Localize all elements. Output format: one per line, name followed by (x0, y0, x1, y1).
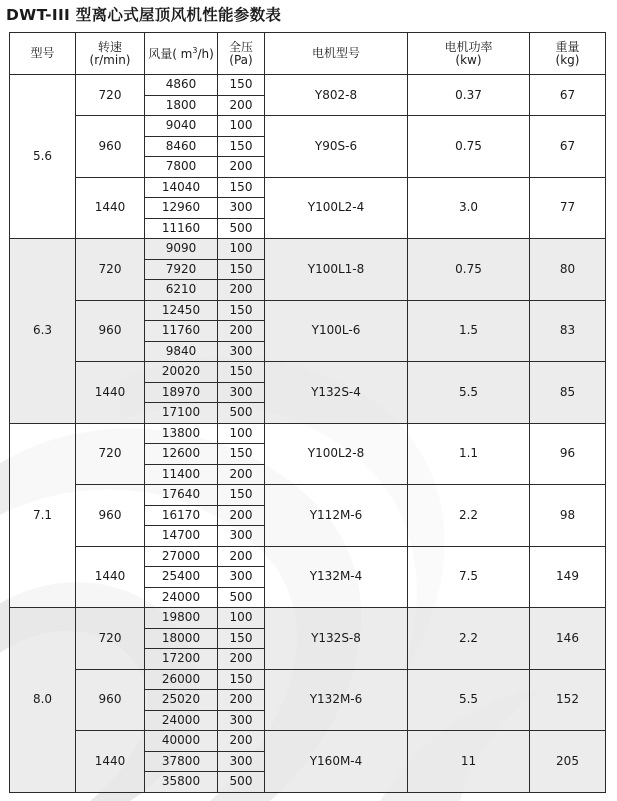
cell-flow: 7920 (145, 259, 218, 280)
cell-weight: 67 (530, 116, 606, 178)
cell-motor: Y132M-6 (265, 669, 408, 731)
table-row (10, 731, 606, 752)
cell-pressure: 300 (218, 198, 265, 219)
cell-flow: 17640 (145, 485, 218, 506)
cell-pressure: 100 (218, 608, 265, 629)
cell-motor: Y132S-4 (265, 362, 408, 424)
header-model: 型号 (10, 33, 76, 75)
cell-weight: 67 (530, 75, 606, 116)
cell-speed: 960 (76, 116, 145, 178)
cell-pressure: 150 (218, 444, 265, 465)
performance-table (9, 32, 606, 793)
cell-flow: 11400 (145, 464, 218, 485)
page-title: DWT-III 型离心式屋顶风机性能参数表 (6, 6, 282, 24)
cell-flow: 13800 (145, 423, 218, 444)
cell-pressure: 300 (218, 567, 265, 588)
cell-weight: 96 (530, 423, 606, 485)
cell-pressure: 200 (218, 690, 265, 711)
cell-pressure: 500 (218, 218, 265, 239)
table-row (10, 362, 606, 383)
cell-pressure: 100 (218, 239, 265, 260)
header-row (10, 33, 606, 75)
cell-power: 2.2 (408, 608, 530, 670)
cell-flow: 24000 (145, 587, 218, 608)
cell-pressure: 150 (218, 485, 265, 506)
cell-motor: Y112M-6 (265, 485, 408, 547)
header-flow: 风量( $m^3/h$) (145, 33, 218, 75)
cell-pressure: 200 (218, 731, 265, 752)
cell-flow: 9090 (145, 239, 218, 260)
cell-pressure: 300 (218, 526, 265, 547)
header-motor: 电机型号 (265, 33, 408, 75)
cell-power: 0.75 (408, 239, 530, 301)
cell-motor: Y100L1-8 (265, 239, 408, 301)
cell-power: 0.75 (408, 116, 530, 178)
cell-flow: 11760 (145, 321, 218, 342)
cell-motor: Y132M-4 (265, 546, 408, 608)
cell-pressure: 200 (218, 505, 265, 526)
cell-speed: 1440 (76, 177, 145, 239)
cell-weight: 83 (530, 300, 606, 362)
table-row (10, 608, 606, 629)
cell-motor: Y100L2-8 (265, 423, 408, 485)
cell-pressure: 200 (218, 649, 265, 670)
cell-flow: 16170 (145, 505, 218, 526)
cell-model: 5.6 (10, 75, 76, 239)
cell-power: 5.5 (408, 362, 530, 424)
cell-pressure: 500 (218, 587, 265, 608)
cell-pressure: 500 (218, 403, 265, 424)
cell-flow: 12600 (145, 444, 218, 465)
cell-pressure: 300 (218, 710, 265, 731)
cell-flow: 20020 (145, 362, 218, 383)
cell-model: 8.0 (10, 608, 76, 793)
cell-flow: 12450 (145, 300, 218, 321)
table-row (10, 546, 606, 567)
cell-flow: 9040 (145, 116, 218, 137)
table-row (10, 300, 606, 321)
cell-weight: 80 (530, 239, 606, 301)
cell-weight: 149 (530, 546, 606, 608)
cell-flow: 14700 (145, 526, 218, 547)
cell-motor: Y100L2-4 (265, 177, 408, 239)
cell-weight: 152 (530, 669, 606, 731)
table-row (10, 485, 606, 506)
cell-flow: 7800 (145, 157, 218, 178)
cell-flow: 17100 (145, 403, 218, 424)
cell-pressure: 150 (218, 628, 265, 649)
cell-pressure: 200 (218, 546, 265, 567)
cell-power: 3.0 (408, 177, 530, 239)
cell-weight: 205 (530, 731, 606, 793)
cell-power: 0.37 (408, 75, 530, 116)
cell-flow: 26000 (145, 669, 218, 690)
cell-pressure: 500 (218, 772, 265, 793)
cell-speed: 960 (76, 485, 145, 547)
cell-weight: 85 (530, 362, 606, 424)
cell-flow: 11160 (145, 218, 218, 239)
cell-motor: Y160M-4 (265, 731, 408, 793)
cell-motor: Y132S-8 (265, 608, 408, 670)
table-row (10, 423, 606, 444)
cell-pressure: 150 (218, 300, 265, 321)
cell-flow: 6210 (145, 280, 218, 301)
cell-flow: 8460 (145, 136, 218, 157)
cell-model: 6.3 (10, 239, 76, 424)
cell-power: 1.5 (408, 300, 530, 362)
cell-pressure: 200 (218, 280, 265, 301)
cell-motor: Y802-8 (265, 75, 408, 116)
cell-power: 7.5 (408, 546, 530, 608)
table-row (10, 116, 606, 137)
cell-weight: 146 (530, 608, 606, 670)
cell-flow: 40000 (145, 731, 218, 752)
cell-pressure: 100 (218, 116, 265, 137)
cell-flow: 14040 (145, 177, 218, 198)
cell-pressure: 150 (218, 177, 265, 198)
cell-flow: 1800 (145, 95, 218, 116)
header-speed: 转速 (r/min) (76, 33, 145, 75)
cell-flow: 9840 (145, 341, 218, 362)
cell-pressure: 200 (218, 95, 265, 116)
table-body (10, 75, 606, 793)
cell-speed: 960 (76, 669, 145, 731)
cell-motor: Y100L-6 (265, 300, 408, 362)
table-row (10, 239, 606, 260)
cell-flow: 35800 (145, 772, 218, 793)
cell-power: 11 (408, 731, 530, 793)
cell-flow: 37800 (145, 751, 218, 772)
cell-power: 1.1 (408, 423, 530, 485)
cell-speed: 720 (76, 75, 145, 116)
cell-pressure: 150 (218, 259, 265, 280)
cell-pressure: 200 (218, 157, 265, 178)
cell-flow: 24000 (145, 710, 218, 731)
cell-power: 5.5 (408, 669, 530, 731)
cell-speed: 720 (76, 423, 145, 485)
cell-pressure: 150 (218, 669, 265, 690)
cell-speed: 720 (76, 608, 145, 670)
cell-flow: 27000 (145, 546, 218, 567)
cell-flow: 25020 (145, 690, 218, 711)
cell-flow: 25400 (145, 567, 218, 588)
cell-flow: 4860 (145, 75, 218, 96)
cell-flow: 12960 (145, 198, 218, 219)
cell-flow: 19800 (145, 608, 218, 629)
cell-weight: 77 (530, 177, 606, 239)
cell-pressure: 200 (218, 321, 265, 342)
cell-power: 2.2 (408, 485, 530, 547)
cell-pressure: 150 (218, 75, 265, 96)
header-weight: 重量 (kg) (530, 33, 606, 75)
cell-pressure: 100 (218, 423, 265, 444)
cell-speed: 1440 (76, 362, 145, 424)
cell-model: 7.1 (10, 423, 76, 608)
cell-flow: 17200 (145, 649, 218, 670)
cell-motor: Y90S-6 (265, 116, 408, 178)
header-power: 电机功率 (kw) (408, 33, 530, 75)
cell-pressure: 150 (218, 136, 265, 157)
cell-speed: 1440 (76, 546, 145, 608)
cell-weight: 98 (530, 485, 606, 547)
table-row (10, 177, 606, 198)
header-pressure: 全压 (Pa) (218, 33, 265, 75)
table-row (10, 75, 606, 96)
cell-pressure: 300 (218, 751, 265, 772)
cell-pressure: 300 (218, 382, 265, 403)
cell-pressure: 300 (218, 341, 265, 362)
table-row (10, 669, 606, 690)
cell-flow: 18000 (145, 628, 218, 649)
cell-speed: 960 (76, 300, 145, 362)
cell-speed: 1440 (76, 731, 145, 793)
cell-speed: 720 (76, 239, 145, 301)
cell-flow: 18970 (145, 382, 218, 403)
cell-pressure: 150 (218, 362, 265, 383)
cell-pressure: 200 (218, 464, 265, 485)
